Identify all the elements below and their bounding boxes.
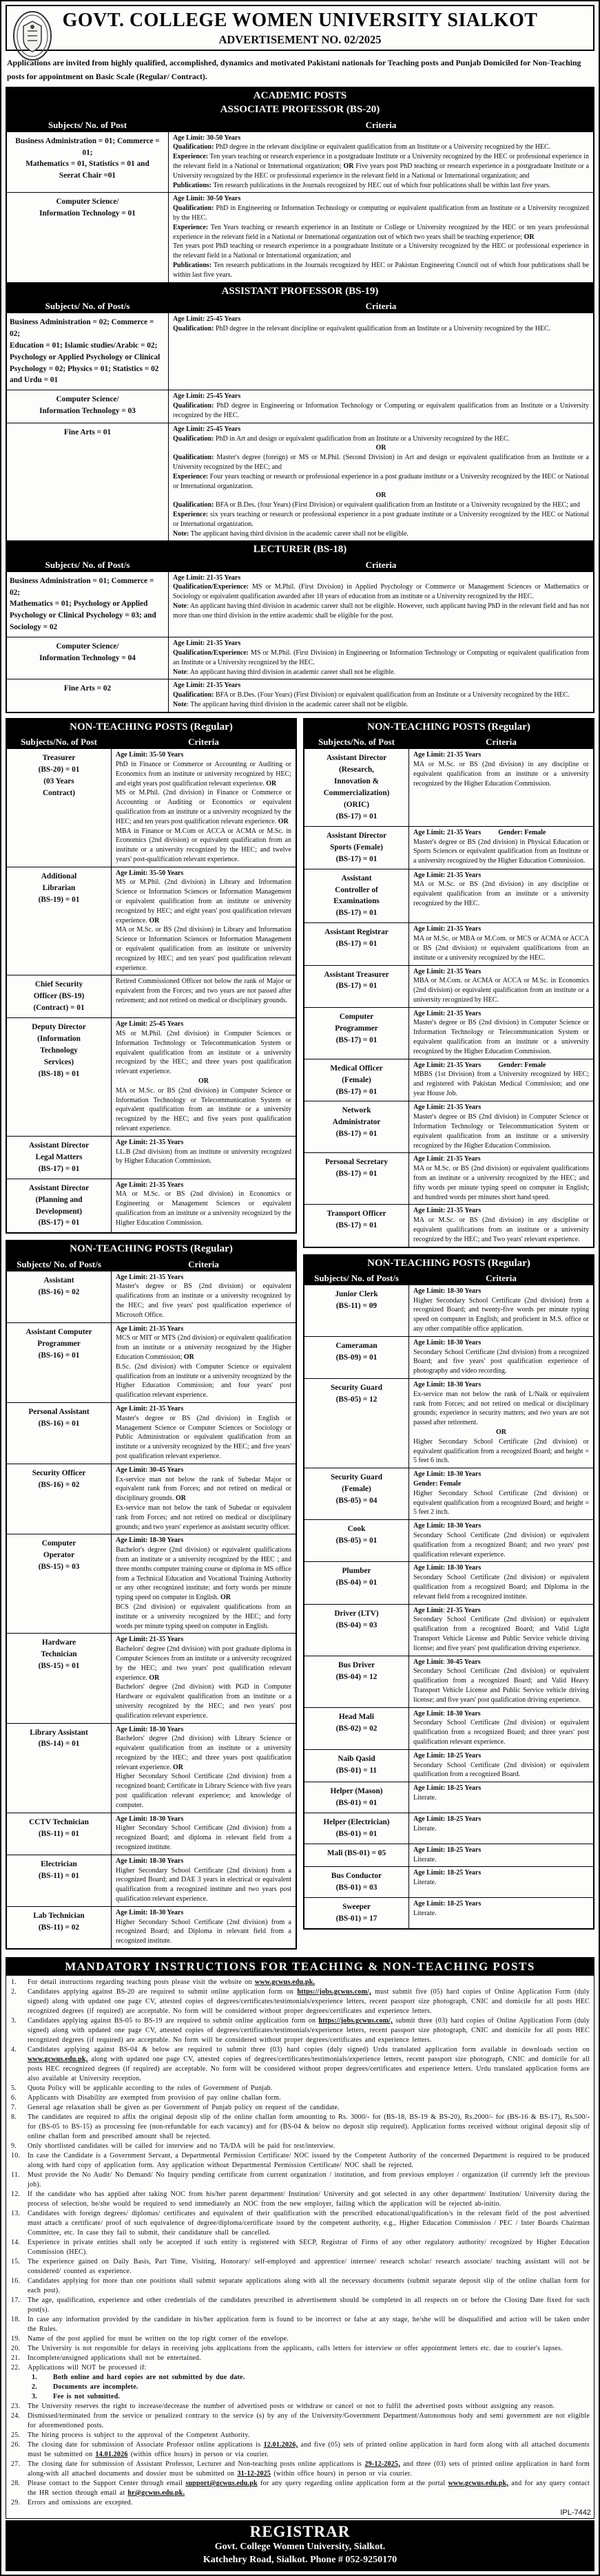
- instruction-item: 29. Errors and omissions are excepted.: [11, 2499, 133, 2507]
- associate-professor-title: ASSOCIATE PROFESSOR (BS-20): [220, 104, 380, 116]
- post-name: Assistant Director Sports (Female) (BS-17) = 01: [304, 826, 409, 869]
- post-name: Assistant Treasurer (BS-17) = 01: [304, 965, 409, 1007]
- non-teaching-table: [304, 1271, 594, 1929]
- post-criteria: Age Limit: 21-35 Years Master's degree or BS (2nd division) in English or Management Science or Computer Sciences or Sociology or Public Administration or equivalent qualification from an institute or a university recognized by the HEC; and five years' post qualification relevant experience.: [112, 1403, 296, 1464]
- post-name: Assistant (BS-16) = 02: [7, 1271, 112, 1322]
- intro-text: Applications are invited from highly qualified, accomplished, dynamics and motivated Pakistani nationals for Teaching posts and Punjab Domiciled for Non-Teaching posts for appointment on Basic Scale (Regular/ Contract).: [7, 57, 581, 82]
- table-row: [304, 965, 594, 1007]
- post-criteria: Age Limit: 30-50 Years Qualification: PhD in Engineering or Information Technology or computing or equivalent qualification from an Institute or a University recognized by the HEC. Experience: Ten Years teaching or research experience in an Institute or College or University recognized by the HEC or ten years professional experience in the relevant field in a National or International organization out of which two years shall be teaching experience; OR Ten years post PhD teaching or research experience in a postgraduate Institute or a University recognized by the HEC or professional experience in the relevant field in a National or International organization; and Publications: Ten research publications in the Journals recognized by HEC or Pakistan Engineering Council out of which four publications shall be within last five years.: [169, 193, 594, 282]
- post-criteria: Age Limit: 35-50 Years PhD in Finance or Commerce or Accounting or Auditing or Economics from an institute or university recognized by HEC; and eight years post qualification relevant experience. OR MS or M.Phil. (2nd division) in Finance or Commerce or Accounting or Auditing or Economics or equivalent qualification from an institute or a university recognized by the HEC; and ten years post qualification relevant experience. OR MBA in Finance or M.Com or ACCA or ACMA or M.Sc. in Economics (2nd division) or equivalent qualification from an institute or a university recognized by the HEC; and twelve years' post-qualification relevant experience.: [112, 749, 296, 867]
- table-row: [7, 1403, 296, 1464]
- assistant-professor-title: ASSISTANT PROFESSOR (BS-19): [221, 285, 379, 297]
- post-name: Chief Security Officer (BS-19) (Contract) = 01: [7, 975, 112, 1018]
- post-criteria: Age Limit: 21-35 Years MA or M.Sc. or BS (2nd division) or equivalent qualifications from an institute or a university recognized by the HEC; and fifty words per minute typing speed on computer in English; and hundred words per minutes short hand speed.: [409, 1153, 594, 1205]
- non-teaching-table: [6, 1258, 296, 1949]
- registrar-title: REGISTRAR: [249, 2523, 351, 2541]
- academic-posts-banner: [6, 87, 594, 118]
- post-criteria: Age Limit: 25-45 Years Qualification: PhD degree in Engineering or Information Technology or Computing or equivalent qualification from an Institute or a University recognized by the HEC.: [169, 390, 594, 423]
- non-teaching-columns: [6, 718, 594, 1956]
- post-name: Junior Clerk (BS-11) = 09: [304, 1285, 409, 1336]
- column-header-subjects: Subjects/ No. of Post/s: [7, 299, 169, 313]
- post-criteria: Age Limit: 21-35 Years Qualification: BFA or B.Des. (Four Years) (First Division) or equivalent qualification from an Institute or a University recognized by the HEC. Note: The applicant having third division in the academic career shall not be eligible.: [169, 679, 594, 712]
- post-name: Additional Librarian (BS-19) = 01: [7, 867, 112, 975]
- post-name: Deputy Director (Information Technology Services) (BS-18) = 01: [7, 1018, 112, 1137]
- table-row: [7, 390, 594, 423]
- non-teaching-section-right-2: [303, 1254, 594, 1930]
- non-teaching-right-column: [303, 718, 594, 1936]
- non-teaching-left-column: [6, 718, 297, 1956]
- non-teaching-banner: NON-TEACHING POSTS (Regular): [304, 719, 594, 735]
- table-row: [7, 571, 594, 637]
- post-criteria: Age Limit: 18-30 Years Higher Secondary School Certificate (2nd division) from a recognized Board; and diploma in relevant field from a recognized institute.: [112, 1813, 296, 1855]
- column-header-row: [304, 736, 594, 749]
- non-teaching-table: [304, 735, 594, 1247]
- column-header-subjects: Subjects/ No. of Post/s: [7, 558, 169, 571]
- instruction-item: 4. Candidates applying against BS-04 & below are required to submit three (03) hard copies (duly signed) Urdu translated application form available in downloads section on www.gcwus.edu.pk, along with updated one page CV, attested copies of degrees/certificates/testimonials/experience letters, recent passport size photograph, CNIC and domicile for all posts HEC recognized degrees (if required) are acceptable. No form will be considered without proper degrees/certificates and experience letters. Urdu translated application forms are also available at University reception.: [11, 2046, 590, 2083]
- mandatory-instructions-section: [6, 1957, 594, 2519]
- post-criteria: Age Limit: 30-50 Years Qualification: PhD degree in the relevant discipline or equivalent qualification from an Institute or a University recognized by the HEC. Experience: Ten years teaching or research experience in a postgraduate Institute or a University recognized by the HEC or professional experience in the relevant field in a National or International organization; OR Five years post PhD teaching or research experience in a postgraduate Institute or a University recognized by the HEC or professional experience in the relevant field in a National or International organization; and Publications: Ten research publications in the Journals recognized by HEC out of which four publications shall be within last five years.: [169, 131, 594, 193]
- table-row: [304, 1813, 594, 1844]
- column-header-criteria: Criteria: [169, 299, 594, 313]
- post-name: Assistant Registrar (BS-17) = 01: [304, 923, 409, 965]
- non-teaching-banner: NON-TEACHING POSTS (Regular): [6, 719, 296, 735]
- ipl-code: IPL-7442: [560, 2509, 591, 2517]
- instructions-list: [6, 1976, 594, 2509]
- table-row: [304, 1468, 594, 1520]
- non-teaching-section-right-1: [303, 718, 594, 1248]
- table-row: [7, 679, 594, 712]
- table-row: [7, 1179, 296, 1233]
- post-name: Driver (LTV) (BS-04) = 03: [304, 1604, 409, 1656]
- non-teaching-section-left-1: [6, 718, 297, 1234]
- table-row: [304, 869, 594, 923]
- post-name: Medical Officer (Female) (BS-17) = 01: [304, 1059, 409, 1101]
- instruction-item: 12. If the candidate who has applied after taking NOC from his/her parent department/ Institution/ University and got selected in any other department/ Institution/ University during the process of selection, he/she would be required to send immediately an NOC from the new employer, failing which the application will be rejected ab-initio.: [11, 2190, 590, 2208]
- instruction-item: 13. Candidates with foreign degrees/ diplomas/ certificates and equivalent of their qualification with the prescribed educational/qualification/s in the relevant field of the post advertised must attach a certificate/ proof of such equivalence of degree/diploma/certificate issued by the competent authority, e.g., Higher Education Commission / PEC / Inter Boards Chairman Committee, etc. In case they fail to submit, their candidature shall be cancelled.: [11, 2210, 590, 2237]
- post-criteria: Age Limit: 18-25 Years Literate.: [409, 1813, 594, 1844]
- column-header-subjects: Subjects/ No. of Post/s: [7, 1258, 112, 1271]
- non-teaching-table: [6, 735, 296, 1233]
- table-row: [7, 637, 594, 679]
- post-criteria: Age Limit: 21-35 Years MA or M.Sc. or MBA or M.Com. or MCS or ACMA or ACCA or BS (2nd division) or equivalent qualifications from an institute or a university recognized by the HEC.: [409, 923, 594, 965]
- instruction-item: 27. The closing date for submission of Assistant Professor, Lecturer and Non-teaching posts online applications is 29-12-2025, and three (03) sets of printed online application in hard form along-with all attached documents and dossier must be submitted on 31-12-2025 (within office hours) in person or via courier.: [11, 2460, 590, 2478]
- column-header-criteria: Criteria: [112, 736, 296, 749]
- table-row: [304, 1562, 594, 1604]
- post-name: Security Guard (Female) (BS-05) = 04: [304, 1468, 409, 1520]
- column-header-row: [7, 299, 594, 313]
- column-header-row: [7, 1258, 296, 1271]
- post-name: Cameraman (BS-09) = 01: [304, 1336, 409, 1378]
- column-header-subjects: Subjects/No. of Post: [7, 736, 112, 749]
- lecturer-title: LECTURER (BS-18): [253, 544, 347, 556]
- table-row: [304, 826, 594, 869]
- column-header-row: [7, 118, 594, 131]
- post-criteria: Age Limit: 25-45 Years Qualification: PhD in Art and design or equivalent qualification from an Institute or a University recognized by the HEC. OR Qualification: Master's degree (foreign) or MS or M.Phil. (Second Division) in Art and design or equivalent qualification from an Institute or a University recognized by the HEC; and Experience: Four years teaching or research or professional experience in a post graduate institute or a University recognized by the HEC or National or International organization. OR Qualification: BFA or B.Des. (four Years) (First Division) or equivalent qualification from an Institute or a University recognized by the HEC; and Experience: six years teaching or research or professional experience in a post graduate institute or a University recognized by the HEC or National or International organization. Note: The applicant having third division in the academic career shall not be eligible.: [169, 423, 594, 541]
- table-row: [304, 1656, 594, 1707]
- post-criteria: Age Limit: 21-35 Years MA or M.Sc. or BS (2nd division) in any discipline or equivalent qualification from an institute or a university recognized by the Higher Education Commission.: [409, 749, 594, 827]
- instruction-item: 23. The University reserves the right to increase/decrease the number of advertised posts or withdraw or cancel or not to fulfil the advertised posts without assigning any reason.: [11, 2403, 555, 2411]
- post-criteria: Age Limit: 18-25 Years Literate.: [409, 1782, 594, 1813]
- instruction-item: 3. Candidates applying against BS-05 to BS-19 are required to submit online application form on https://jobs.gcwus.com/, submit three (03) hard copies of Online Application Form (duly signed) along with updated one page CV, attested copies of degrees/certificates/testimonials/experience letters, recent passport size photograph, CNIC and domicile for all posts HEC recognized degrees (if required) are acceptable. No form will be considered without proper degrees/certificates and experience letters.: [11, 2017, 590, 2045]
- table-row: [304, 1336, 594, 1378]
- instruction-item: 26. The closing date for submission of Associate Professor online applications is 12.01.2026, and five (05) sets of printed online application in hard form along with all attached documents must be submitted on 14.01.2026 (within office hours) in person or via courier.: [11, 2441, 590, 2459]
- post-criteria: Age Limit: 21-35 Years Secondary School Certificate (2nd division) or equivalent qualification from a recognized Board; and Valid Light Transport Vehicle License and Public Service vehicle driving license; and five years' post qualification driving experience.: [409, 1604, 594, 1656]
- post-criteria: Retired Commissioned Officer not below the rank of Major or equivalent from the Forces; and two years are not passed after retirement; and not retired on medical or disciplinary grounds.: [112, 975, 296, 1018]
- instruction-item: 9. Only shortlisted candidates will be called for interview and no TA/DA will be paid for test/interview.: [11, 2142, 335, 2151]
- post-name: Library Assistant (BS-14) = 01: [7, 1723, 112, 1813]
- post-name: Mali (BS-01) = 05: [304, 1844, 409, 1867]
- table-row: [304, 1285, 594, 1336]
- post-name: Cook (BS-05) = 01: [304, 1520, 409, 1562]
- column-header-row: [7, 736, 296, 749]
- post-criteria: Age Limit: 30-45 Years Ex-service man not below the rank of Subedar Major or equivalent rank from Forces; and not retired on medical or disciplinary grounds. OR Ex-service man not below the rank of Subedar or equivalent rank from Forces; and not retired on medical or disciplinary grounds; and two years' experience as assistant security officer.: [112, 1464, 296, 1534]
- post-name: Computer Science/ Information Technology = 04: [7, 637, 169, 679]
- table-row: [304, 1101, 594, 1153]
- post-name: Personal Assistant (BS-16) = 01: [7, 1403, 112, 1464]
- post-name: Naib Qasid (BS-01) = 11: [304, 1749, 409, 1782]
- table-row: [7, 1723, 296, 1813]
- post-criteria: Age Limit: 18-25 Years Literate.: [409, 1844, 594, 1867]
- university-logo-icon: [12, 10, 52, 65]
- post-name: Assistant Director Legal Matters (BS-17) = 01: [7, 1136, 112, 1179]
- post-criteria: Age Limit: 21-35 Years Master's degree or BS (2nd division) in Computer Science or Information Technology or Telecommunication System or equivalent qualification from an institute or a university recognized by the Higher Education Commission.: [409, 1007, 594, 1059]
- table-row: [304, 1520, 594, 1562]
- table-row: [304, 923, 594, 965]
- table-row: [7, 1634, 296, 1723]
- column-header-criteria: Criteria: [169, 558, 594, 571]
- post-criteria: Age Limit: 18-30 Years Ex-service man not below the rank of L/Naik or equivalent rank from Forces; and not retired on medical or disciplinary grounds; experience in security matters; and two years are not passed after retirement. OR Higher Secondary School Certificate (2nd division) or equivalent qualification from a recognized Board; and height = 5 feet 6 inch.: [409, 1379, 594, 1468]
- post-name: Sweeper (BS-01) = 17: [304, 1898, 409, 1929]
- footer-address-phone: Katchehry Road, Sialkot. Phone # 052-9250170: [203, 2554, 397, 2565]
- table-row: [7, 423, 594, 541]
- post-criteria: Age Limit: 21-35 Years MCS or MIT or MTS (2nd division) or equivalent qualification from an institute or a university recognized by the Higher Education Commission; OR B.Sc. (2nd division) with Computer Science or equivalent qualification from an institute or a university recognized by the Higher Education Commission; and four years' post qualification relevant experience.: [112, 1322, 296, 1402]
- post-name: Head Mali (BS-02) = 02: [304, 1707, 409, 1749]
- post-criteria: Age Limit: 18-30 Years Gender: Female Higher Secondary School Certificate (2nd division) or equivalent qualification from a recognized Board; and height = 5 feet 2 inch.: [409, 1468, 594, 1520]
- instruction-item: 5. Quota Policy will be applicable according to the rules of Government of Punjab.: [11, 2084, 273, 2093]
- post-criteria: Age Limit: 18-25 Years Literate.: [409, 1898, 594, 1929]
- footer-university-name: Govt. College Women University, Sialkot.: [214, 2542, 386, 2553]
- non-teaching-banner: NON-TEACHING POSTS (Regular): [304, 1255, 594, 1271]
- instruction-item: 1. For detail instructions regarding teaching posts please visit the website on www.gcwus.edu.pk.: [11, 1978, 315, 1987]
- table-row: [304, 1205, 594, 1247]
- mandatory-instructions-banner: MANDATORY INSTRUCTIONS FOR TEACHING & NON-TEACHING POSTS: [6, 1958, 594, 1976]
- advertisement-number: ADVERTISEMENT NO. 02/2025: [218, 32, 382, 46]
- instruction-item: 8. The candidates are required to affix the original deposit slip of the online challan form amounting to Rs. 3000/- for (BS-18, BS-19 & BS-20), Rs.2000/- for (BS-16 & BS-17), Rs.500/- for (BS-05 to BS-15) as processing fee (non-refundable for each vacancy) and for (BS-04 & below no deposit slip required). Application forms received without original deposit slip of online challan form and prescribed amount shall be rejected.: [11, 2113, 590, 2141]
- instruction-item: 11. Must provide the No Audit/ No Demand/ No Inquiry pending certificate from current organization / institution, and from previous employer / organization (if currently left the previous job).: [11, 2171, 590, 2189]
- post-name: Hardware Technician (BS-15) = 01: [7, 1634, 112, 1723]
- column-header-row: [304, 1271, 594, 1285]
- post-name: Helper (Electrician) (BS-01) = 01: [304, 1813, 409, 1844]
- post-name: Assistant Director (Research, Innovation & Commercialization) (ORIC) (BS-17) = 01: [304, 749, 409, 827]
- column-header-criteria: Criteria: [409, 1271, 594, 1285]
- post-name: Computer Science/ Information Technology = 01: [7, 193, 169, 282]
- instruction-subitem: 3. Fee is not submitted.: [32, 2393, 121, 2401]
- post-name: Fine Arts = 01: [7, 423, 169, 541]
- post-criteria: Age Limit: 21-35 Years Qualification/Experience: MS or M.Phil. (First Division) in Applied Psychology or Commerce or Management Sciences or Mathematics or Sociology or equivalent qualification awarded after 18 years of education from an institute or a University recognized by the HEC. Note: An applicant having third division in academic career shall not be eligible. However, such applicant having PhD in the relevant field and has not more than one third division in the entire academic shall be eligible for the post.: [169, 571, 594, 637]
- instruction-item: 6. Applicants with Disability are exempted from provision of pay online challan form.: [11, 2094, 281, 2102]
- post-name: Transport Officer (BS-17) = 01: [304, 1205, 409, 1247]
- table-row: [7, 1855, 296, 1906]
- column-header-subjects: Subjects/ No. of Post: [7, 118, 169, 131]
- post-criteria: Age Limit: 21-35 Years Gender: Female Master's degree or BS (2nd division) in Physical Education or Sports Sciences or equivalent qualification from an Institute or a university recognized by the Higher Education Commission.: [409, 826, 594, 869]
- associate-professor-table: [6, 118, 594, 283]
- column-header-row: [7, 558, 594, 571]
- post-criteria: Age Limit: 25-45 Years Qualification: PhD degree in the relevant discipline or equivalent qualification from an Institute or a University recognized by the HEC.: [169, 313, 594, 390]
- post-criteria: Age Limit: 21-35 Years Bachelors' degree (2nd division) with post graduate diploma in Computer Sciences from an institute or a university recognized by the HEC; and two years' post qualification relevant experience. OR Bachelors' degree (2nd division) with PGD in Computer Hardware or equivalent qualification from an institute or a university recognized by the HEC; and two years' post qualification relevant experience.: [112, 1634, 296, 1723]
- non-teaching-banner: NON-TEACHING POSTS (Regular): [6, 1241, 296, 1257]
- post-name: Plumber (BS-04) = 01: [304, 1562, 409, 1604]
- instruction-item: 2. Candidates applying against BS-20 are required to submit online application form on https://jobs.gcwus.com/, must submit five (05) hard copies of Online Application Form (duly signed) along with updated one page CV, attested copies of degrees/certificates/testimonials/experience letters, recent passport size photograph, CNIC and domicile for all posts HEC recognized degrees (if required) are acceptable. No form will be considered without proper degrees/certificates and experience letters.: [11, 1988, 590, 2016]
- table-row: [7, 867, 296, 975]
- table-row: [7, 1464, 296, 1534]
- post-name: Bus Conductor (BS-01) = 03: [304, 1867, 409, 1898]
- column-header-criteria: Criteria: [112, 1258, 296, 1271]
- instruction-item: 19. Name of the post applied for must be written on the top right corner of the envelope.: [11, 2335, 289, 2343]
- academic-banner-line1: ACADEMIC POSTS: [253, 90, 347, 102]
- table-row: [304, 1379, 594, 1468]
- assistant-professor-table: [6, 299, 594, 542]
- table-row: [304, 1707, 594, 1749]
- post-criteria: Age Limit: 21-35 Years LL.B (2nd division) from an institute or university recognized by Higher Education Commission.: [112, 1136, 296, 1179]
- post-name: Bus Driver (BS-04) = 12: [304, 1656, 409, 1707]
- post-name: Electrician (BS-11) = 01: [7, 1855, 112, 1906]
- page-title: GOVT. COLLEGE WOMEN UNIVERSITY SIALKOT: [62, 10, 538, 31]
- footer: [6, 2520, 594, 2571]
- table-row: [7, 1271, 296, 1322]
- lecturer-table: [6, 558, 594, 712]
- post-name: Assistant Director (Planning and Development) (BS-17) = 01: [7, 1179, 112, 1233]
- assistant-professor-banner: [6, 283, 594, 299]
- post-criteria: Age Limit: 18-30 Years Secondary School Certificate (2nd division) from a recognized Board; and five years' post qualification experience of photography and video recording.: [409, 1336, 594, 1378]
- post-name: Fine Arts = 02: [7, 679, 169, 712]
- post-criteria: Age Limit: 18-30 Years Secondary School Certificate (2nd division) or equivalent qualification from a recognized Board; and three years' post qualification relevant experience.: [409, 1707, 594, 1749]
- column-header-criteria: Criteria: [409, 736, 594, 749]
- header: [6, 5, 594, 51]
- table-row: [7, 313, 594, 390]
- instruction-item: 14. Experience in private entities shall only be accepted if such entity is registered with SECP, Registrar of Firms of any other regulatory authority/ recognized by Higher Education Commission (HEC).: [11, 2239, 590, 2257]
- table-row: [7, 749, 296, 867]
- table-row: [7, 975, 296, 1018]
- post-name: Treasurer (BS-20) = 01 (03 Years Contract): [7, 749, 112, 867]
- table-row: [304, 1007, 594, 1059]
- column-header-subjects: Subjects/No. of Post: [304, 736, 409, 749]
- post-criteria: Age Limit: 21-35 Years Qualification/Experience: MS or M.Phil. (First Division) in Engineering or Information Technology or Computing or equivalent qualification from an Institute or a University recognized by the HEC. Note: An applicant having third division in academic career shall not be eligible.: [169, 637, 594, 679]
- instruction-item: 25. The hiring process is subject to the approval of the Competent Authority.: [11, 2431, 250, 2440]
- post-criteria: Age Limit: 18-30 Years Bachelors' degree (2nd division) with Library Science or equivalent qualification from an institute or a university recognized by the HEC; and three years post qualification relevant experience. OR Higher Secondary School Certificate (2nd division) from a recognized board; Certificate in Library Science with five years post qualification relevant experience; and knowledge of computer.: [112, 1723, 296, 1813]
- table-row: [304, 1153, 594, 1205]
- instruction-subitem: 2. Documents are incomplete.: [32, 2383, 138, 2392]
- post-name: Business Administration = 01; Commerce = 02; Mathematics = 01; Psychology or Applied Psychology or Clinical Psychology = 03; and Sociology = 02: [7, 571, 169, 637]
- post-criteria: Age Limit: 18-25 Years Literate.: [409, 1867, 594, 1898]
- non-teaching-section-left-2: [6, 1240, 297, 1950]
- post-criteria: Age Limit: 21-35 Years MBA or M.Com. or ACMA or ACCA or M.Sc. in Economics (2nd division) or equivalent qualification from an institute or a university recognized by HEC.: [409, 965, 594, 1007]
- post-criteria: Age Limit: 18-30 Years Secondary School Certificate (2nd division) or equivalent qualification from a recognized Board; and Diploma in the relevant field from a recognized institute.: [409, 1562, 594, 1604]
- lecturer-banner: [6, 541, 594, 558]
- post-criteria: Age Limit: 21-35 Years MA or M.Sc. or BS (2nd division) in any discipline or equivalent qualifications from an institute or a university recognized by the HEC; and Two years' relevant experience.: [409, 1205, 594, 1247]
- table-row: [304, 1782, 594, 1813]
- instruction-item: 15. The experience gained on Daily Basis, Part Time, Visiting, Honorary/ self-employed and apprentice/ internee/ research scholar/ research associate/ teaching assistant will not be considered/ counted as experience.: [11, 2258, 590, 2276]
- table-row: [7, 1136, 296, 1179]
- table-row: [304, 1604, 594, 1656]
- post-name: Network Administrator (BS-17) = 01: [304, 1101, 409, 1153]
- column-header-subjects: Subjects/ No. of Post/s: [304, 1271, 409, 1285]
- academic-posts-section: [6, 87, 594, 713]
- post-name: Security Officer (BS-16) = 02: [7, 1464, 112, 1534]
- post-name: Personal Secretary (BS-17) = 01: [304, 1153, 409, 1205]
- instruction-item: 17. The age, qualification, experience and other credentials of the candidates prescribed in advertisement should be completed in all respects on or before the Closing Date fixed for such post(s).: [11, 2297, 590, 2314]
- post-criteria: Age Limit: 21-35 Years Master's degree or BS (2nd division) in Computer Science or Information Technology or Telecommunication System or equivalent qualification from an institute or a university recognized by the Higher Education Commission.: [409, 1101, 594, 1153]
- table-row: [7, 131, 594, 193]
- post-criteria: Age Limit: 18-30 Years Secondary School Certificate (2nd division) or equivalent qualification from a recognized Board; and two years' post qualification relevant experience.: [409, 1520, 594, 1562]
- post-criteria: Age Limit: 30-45 Years Secondary School Certificate (2nd division) or equivalent qualification from a recognized Board; and Valid Heavy Transport Vehicle License and Public Service vehicle driving license; and five years' post qualification driving experience.: [409, 1656, 594, 1707]
- post-name: Computer Science/ Information Technology = 03: [7, 390, 169, 423]
- table-row: [304, 1898, 594, 1929]
- post-name: Security Guard (BS-05) = 12: [304, 1379, 409, 1468]
- post-name: Helper (Mason) (BS-01) = 01: [304, 1782, 409, 1813]
- table-row: [7, 1906, 296, 1948]
- post-criteria: Age Limit: 18-30 Years Higher Secondary School Certificate (2nd division) from a recognized Board; and twenty-five words per minute typing speed on computer in English; and proficient in M.S. office or any other compatible office application.: [409, 1285, 594, 1336]
- post-criteria: Age Limit: 35-50 Years MS or M.Phil. (2nd division) in Library and Information Science or Information Sciences or Information Management or equivalent qualification from an institute or university recognized by HEC; and eight years' post qualification relevant experience. OR MA or M.Sc. or BS (2nd division) in Library and Information Science or Information Sciences or Information Management or equivalent qualification from an institute or university recognized by HEC; and ten years' post qualification relevant experience.: [112, 867, 296, 975]
- post-name: Business Administration = 02; Commerce = 02; Education = 01; Islamic studies/Arabic = 02; Psychology or Applied Psychology or Clinical Psychology = 02; Physics = 01; Statistics = 02 and Urdu = 01: [7, 313, 169, 390]
- post-criteria: Age Limit: 18-30 Years Bachelor's degree (2nd division) or equivalent qualifications from an institute or a university recognized by the HEC ; and three months computer training course or diploma in MS office from a Technical Education and Vocational Training Authority or any other recognized institute; and forty words per minute typing speed on computer in English. OR BCS (2nd division) or equivalent qualifications from an institute or a university recognized by the HEC; and forty words per minute typing speed on computer in English.: [112, 1534, 296, 1634]
- post-name: Computer Operator (BS-15) = 03: [7, 1534, 112, 1634]
- table-row: [304, 1867, 594, 1898]
- instruction-item: 21. Incomplete/unsigned applications shall not be entertained.: [11, 2354, 201, 2363]
- post-name: Business Administration = 01; Commerce = 01; Mathematics = 01, Statistics = 01 and Seerat Chair =01: [7, 131, 169, 193]
- post-criteria: Age Limit: 18-30 Years Higher Secondary School Certificate (2nd division) from a recognized Board; and Diploma in relevant field from a recognized institute.: [112, 1906, 296, 1948]
- table-row: [7, 1534, 296, 1634]
- instruction-item: 20. The University is not responsible for delays in receiving jobs applications from the applicants, calls letters for interview or offer appointment letters etc. due to courier's lapses.: [11, 2345, 563, 2353]
- table-row: [304, 1844, 594, 1867]
- post-criteria: Age Limit: 18-30 Years Higher Secondary School Certificate (2nd division) from a recognized Board; and DAE 3 years in electrical or equivalent qualification from a recognized institute and two years post qualification relevant experience.: [112, 1855, 296, 1906]
- post-criteria: Age Limit: 21-35 Years Master's degree or BS (2nd division) or equivalent qualifications from an institute or a university recognized by the HEC; and five years' post qualification experience of Microsoft Office.: [112, 1271, 296, 1322]
- instruction-item: 7. General age relaxation shall be given as per Government of Punjab policy on request of the candidate.: [11, 2104, 340, 2112]
- post-criteria: Age Limit: 18-25 Years Secondary School Certificate (2nd division) or equivalent qualification from a recognized Board.: [409, 1749, 594, 1782]
- post-criteria: Age Limit: 21-35 Years MA or M.Sc. or BS (2nd division) in Economics or Engineering or Management Sciences or equivalent qualification from an institute or a university recognized by the Higher Education Commission.: [112, 1179, 296, 1233]
- table-row: [304, 1749, 594, 1782]
- table-row: [304, 1059, 594, 1101]
- table-row: [7, 1322, 296, 1402]
- column-header-criteria: Criteria: [169, 118, 594, 131]
- instruction-item: 28. Please contact to the Support Center through email support@gcwus.edu.pk for any query regarding online application form at the portal www.gcwus.edu.pk, and for any query contact the HR section through email at hr@gcwus.edu.pk.: [11, 2480, 590, 2498]
- table-row: [7, 1813, 296, 1855]
- table-row: [7, 1018, 296, 1137]
- post-name: CCTV Technician (BS-11) = 01: [7, 1813, 112, 1855]
- instruction-item: 18. In case any information provided by the candidate in his/her application form is found to be incorrect or false at any stage, he/she will be disqualified and action will be taken under the Rules.: [11, 2316, 590, 2334]
- post-name: Assistant Computer Programmer (BS-16) = 01: [7, 1322, 112, 1402]
- post-criteria: Age Limit: 25-45 Years MS or M.Phil. (2nd division) in Computer Sciences or Information Technology or Telecommunication System or equivalent qualification from an institute or a university recognized by the HEC; and three years post qualification relevant experience. OR MA or M.Sc. or BS (2nd division) in Computer Science or Information Technology or Telecommunication System or equivalent qualification from an institute or a university recognized by the HEC; and five years post qualification relevant experience.: [112, 1018, 296, 1137]
- post-name: Lab Technician (BS-11) = 02: [7, 1906, 112, 1948]
- table-row: [304, 749, 594, 827]
- instruction-item: 16. Candidates applying for more than one positions shall submit separate applications along with all the necessary documents (submit separate deposit slip of the online challan form for each post).: [11, 2277, 590, 2295]
- instruction-item: 10. In case the Candidate is a Government Servant, a Departmental Permission Certificate/ NOC issued by the Competent Authority of the concerned Department is required to be produced along with hard copy of application form. Any application without Departmental Permission Certificate/ NOC shall be rejected.: [11, 2152, 590, 2170]
- instruction-item: 24. Dismissed/terminated from the service or penalized contrary to the service (s) by any of the University/Government Department/Autonomous body and semi government are not eligible for aforementioned posts.: [11, 2412, 590, 2430]
- instruction-item: 22. Applications will NOT be processed if:: [11, 2364, 147, 2372]
- post-name: Computer Programmer (BS-17) = 01: [304, 1007, 409, 1059]
- post-name: Assistant Controller of Examinations (BS-17) = 01: [304, 869, 409, 923]
- table-row: [7, 193, 594, 282]
- post-criteria: Age Limit: 21-35 Years MA or M.Sc. or BS (2nd division) in any discipline or equivalent qualification from an institute or a university recognized by the HEC.: [409, 869, 594, 923]
- post-criteria: Age Limit: 21-35 Years Gender: Female MBBS (1st Division) from a University recognized by HEC; and registered with Pakistan Medical Commission; and one year House Job.: [409, 1059, 594, 1101]
- instruction-subitem: 1. Both online and hard copies are not submitted by due date.: [32, 2374, 245, 2382]
